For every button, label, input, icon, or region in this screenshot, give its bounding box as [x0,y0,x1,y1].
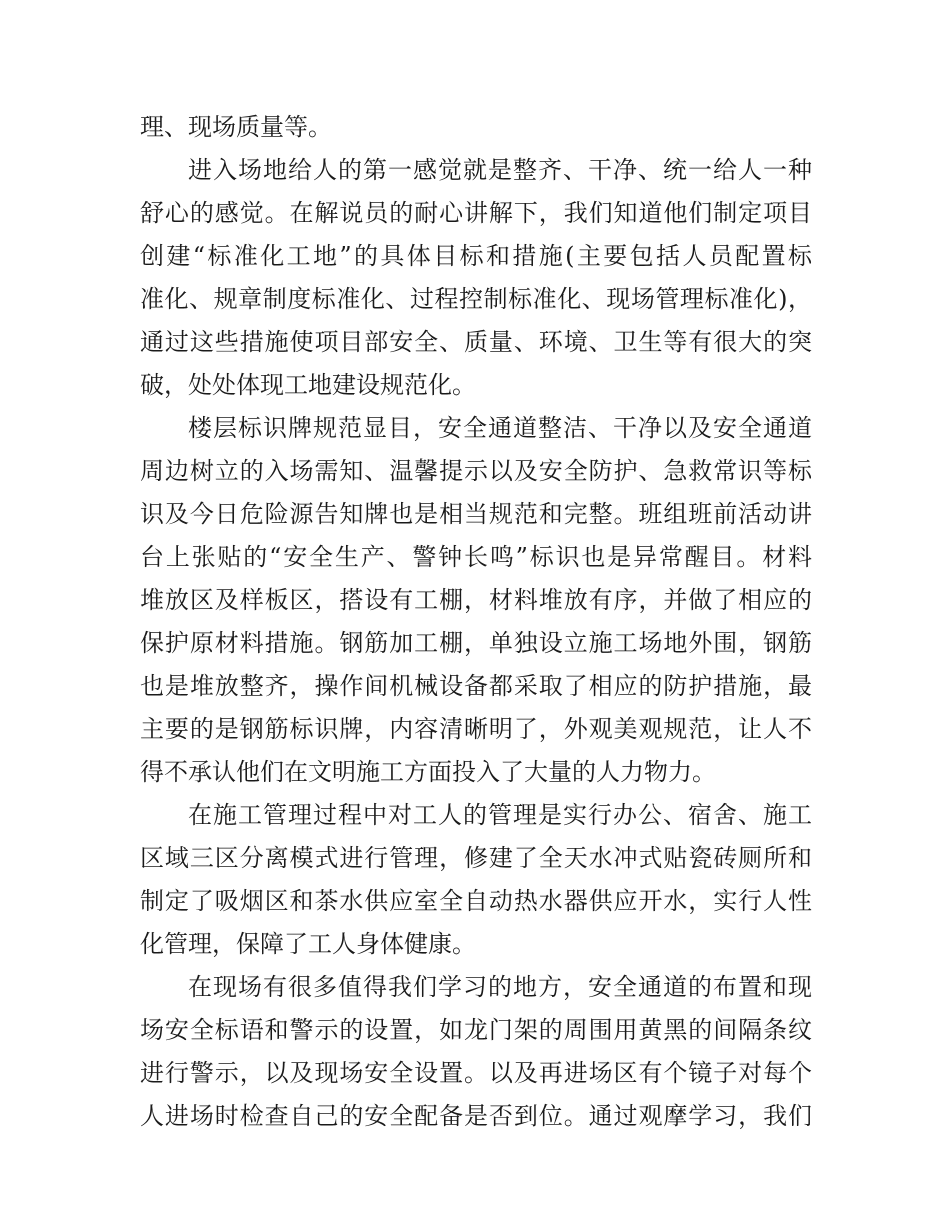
text-line: 化管理，保障了工人身体健康。 [140,930,476,958]
text-line: 舒心的感觉。在解说员的耐心讲解下，我们知道他们制定项目 [140,199,812,227]
text-line: 在现场有很多值得我们学习的地方，安全通道的布置和现 [188,973,812,1001]
text-line: 通过这些措施使项目部安全、质量、环境、卫生等有很大的突 [140,328,812,356]
text-line: 在施工管理过程中对工人的管理是实行办公、宿舍、施工 [188,801,812,829]
text-line: 理、现场质量等。 [140,113,332,141]
text-line: 也是堆放整齐，操作间机械设备都采取了相应的防护措施，最 [140,672,812,700]
text-line: 堆放区及样板区，搭设有工棚，材料堆放有序，并做了相应的 [140,586,812,614]
text-line: 场安全标语和警示的设置，如龙门架的周围用黄黑的间隔条纹 [140,1016,812,1044]
text-line: 得不承认他们在文明施工方面投入了大量的人力物力。 [140,758,716,786]
text-line: 破，处处体现工地建设规范化。 [140,371,476,399]
text-line: 识及今日危险源告知牌也是相当规范和完整。班组班前活动讲 [140,500,812,528]
text-line: 制定了吸烟区和茶水供应室全自动热水器供应开水，实行人性 [140,887,812,915]
text-line: 准化、规章制度标准化、过程控制标准化、现场管理标准化)， [140,285,812,313]
text-line: 区域三区分离模式进行管理，修建了全天水冲式贴瓷砖厕所和 [140,844,812,872]
text-line: 人进场时检查自己的安全配备是否到位。通过观摩学习，我们 [140,1102,812,1130]
document-body [140,106,812,1138]
text-line: 台上张贴的“安全生产、警钟长鸣”标识也是异常醒目。材料 [140,543,812,571]
text-line: 周边树立的入场需知、温馨提示以及安全防护、急救常识等标 [140,457,812,485]
text-line: 主要的是钢筋标识牌，内容清晰明了，外观美观规范，让人不 [140,715,812,743]
text-line: 进行警示，以及现场安全设置。以及再进场区有个镜子对每个 [140,1059,812,1087]
text-line: 进入场地给人的第一感觉就是整齐、干净、统一给人一种 [188,156,812,184]
text-line: 创建“标准化工地”的具体目标和措施(主要包括人员配置标 [140,242,812,270]
text-line: 楼层标识牌规范显目，安全通道整洁、干净以及安全通道 [188,414,812,442]
text-line: 保护原材料措施。钢筋加工棚，单独设立施工场地外围，钢筋 [140,629,812,657]
